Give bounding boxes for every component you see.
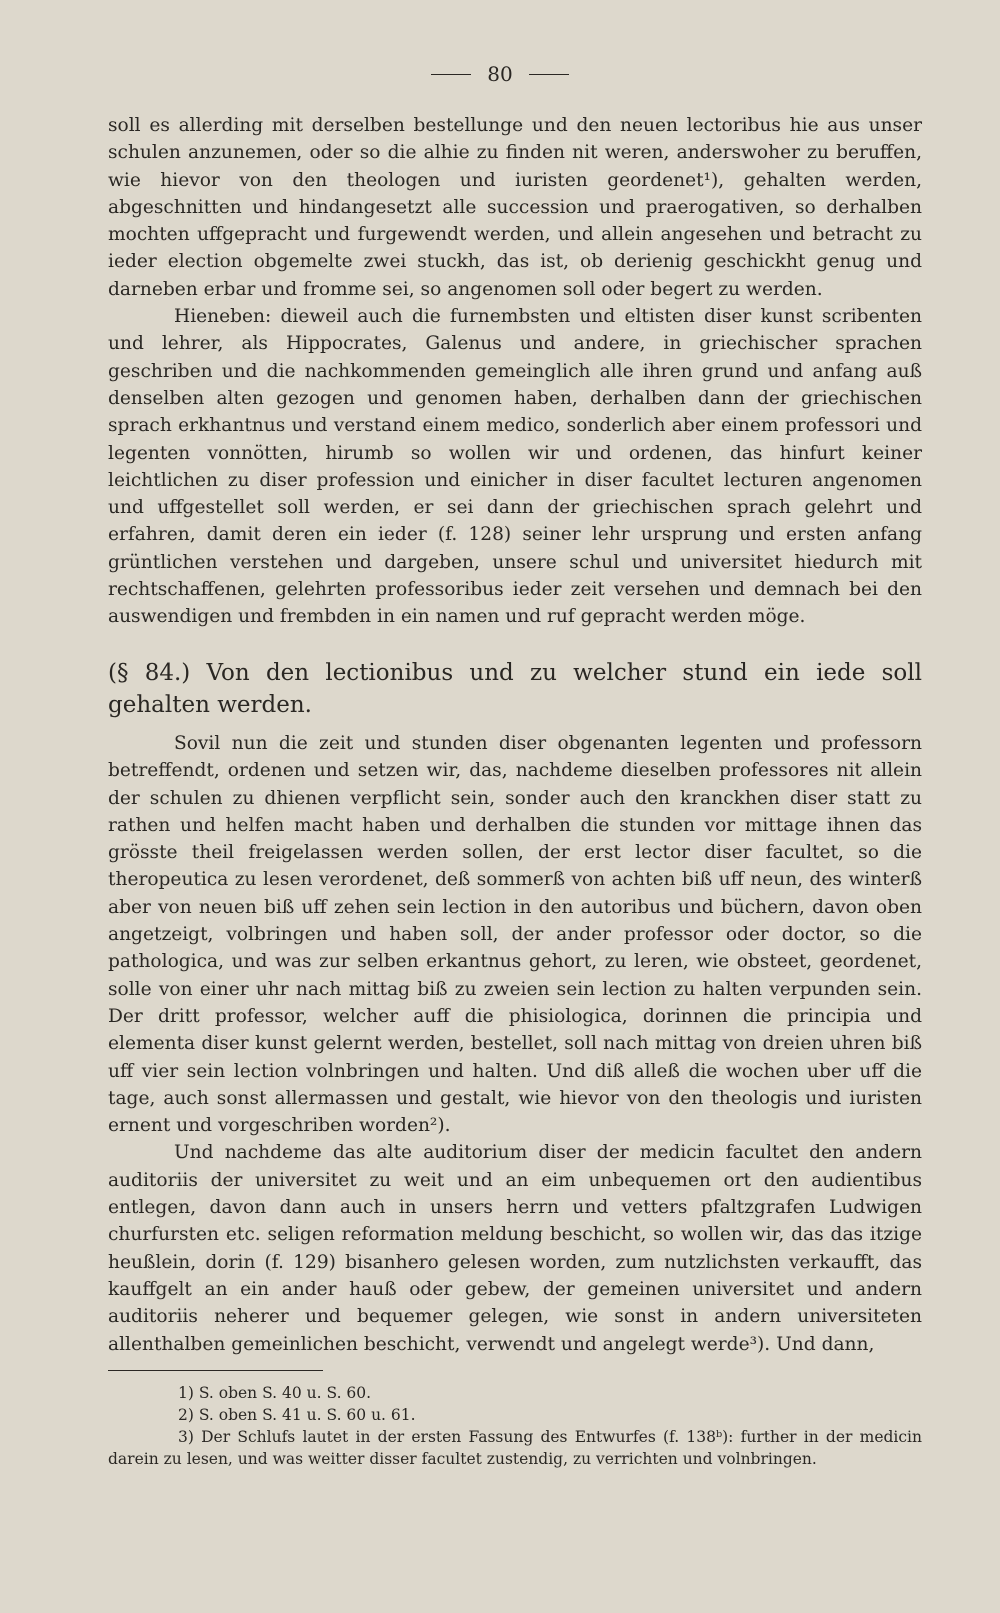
header-rule-left — [431, 74, 471, 75]
footnote-rule — [108, 1370, 323, 1371]
paragraph-2: Hieneben: dieweil auch die furnembsten und eltisten diser kunst scribenten und lehrer, als Hippocrates, Galenus und andere, in griechischer sprachen geschriben und die nachkommenden gemeinglich alle ihren grund und anfang auß denselben alten gezogen und genomen haben, derhalben dann der griechischen sprach erkhantnus und verstand einem medico, sonderlich aber einem professori und legenten vonnötten, hirumb so wollen wir und ordenen, das hinfurt keiner leichtlichen zu diser profession und einicher in diser facultet lecturen angenomen und uffgestellet soll werden, er sei dann der griechischen sprach gelehrt und erfahren, damit deren ein ieder (f. 128) seiner lehr ursprung und ersten anfang grüntlichen verstehen und dargeben, unsere schul und universitet hiedurch mit rechtschaffenen, gelehrten professoribus ieder zeit versehen und demnach bei den auswendigen und frembden in ein namen und ruf gepracht werden möge. — [108, 306, 922, 628]
paragraph-4: Und nachdeme das alte auditorium diser der medicin facultet den andern auditoriis der universitet zu weit und an eim unbequemen ort den audientibus entlegen, davon dann auch in unsers herrn und vetters pfaltzgrafen Ludwigen churfursten etc. seligen reformation meldung beschicht, so wollen wir, das das itzige heußlein, dorin (f. 129) bisanhero gelesen worden, zum nutzlichsten verkaufft, das kauffgelt an ein ander hauß oder gebew, der gemeinen universitet und andern auditoriis neherer und bequemer gelegen, wie sonst in andern universiteten allenthalben gemeinlichen beschicht, verwendt und angelegt werde³). Und dann, — [108, 1142, 922, 1355]
page-number: 80 — [487, 62, 513, 86]
footnote-3: 3) Der Schlufs lautet in der ersten Fassung des Entwurfes (f. 138ᵇ): further in der medicin darein zu lesen, und was weitter disser facultet zustendig, zu verrichten und volnbringen. — [108, 1428, 922, 1468]
paragraph-1: soll es allerding mit derselben bestellunge und den neuen lectoribus hie aus unser schulen anzunemen, oder so die alhie zu finden nit weren, anderswoher zu beruffen, wie hievor von den theologen und iuristen geordenet¹), gehalten werden, abgeschnitten und hindangesetzt alle succession und praerogativen, so derhalben mochten uffgepracht und furgewendt werden, und allein angesehen und betracht zu ieder election obgemelte zwei stuckh, das ist, ob derienig geschickht genug und darneben erbar und fromme sei, so angenomen soll oder begert zu werden. — [108, 115, 922, 300]
body-text-lower — [108, 730, 922, 1358]
body-text-upper — [108, 112, 922, 631]
footnote-1: 1) S. oben S. 40 u. S. 60. — [178, 1384, 372, 1402]
footnote-2: 2) S. oben S. 41 u. S. 60 u. 61. — [178, 1406, 416, 1424]
section-heading: (§ 84.) Von den lectionibus und zu welcher stund ein iede soll gehalten werden. — [108, 660, 922, 718]
page-header — [0, 62, 1000, 86]
footnotes — [108, 1382, 922, 1470]
header-rule-right — [529, 74, 569, 75]
paragraph-3: Sovil nun die zeit und stunden diser obgenanten legenten und professorn betreffendt, ordenen und setzen wir, das, nachdeme dieselben professores nit allein der schulen zu dhienen verpflicht sein, sonder auch den kranckhen diser statt zu rathen und helfen macht haben und derhalben die stunden vor mittage ihnen das grösste theil freigelassen werden sollen, der erst lector diser facultet, so die theropeutica zu lesen verordenet, deß sommerß von achten biß uff neun, des winterß aber von neuen biß uff zehen sein lection in den autoribus und büchern, davon oben angetzeigt, volbringen und haben soll, der ander professor oder doctor, so die pathologica, und was zur selben erkantnus gehort, zu leren, wie obsteet, geordenet, solle von einer uhr nach mittag biß zu zweien sein lection zu halten verpunden sein. Der dritt professor, welcher auff die phisiologica, dorinnen die principia und elementa diser kunst gelernt werden, bestellet, soll nach mittag von dreien uhren biß uff vier sein lection volnbringen und halten. Und diß alleß die wochen uber uff die tage, auch sonst allermassen und gestalt, wie hievor von den theologis und iuristen ernent und vorgeschriben worden²). — [108, 733, 922, 1137]
